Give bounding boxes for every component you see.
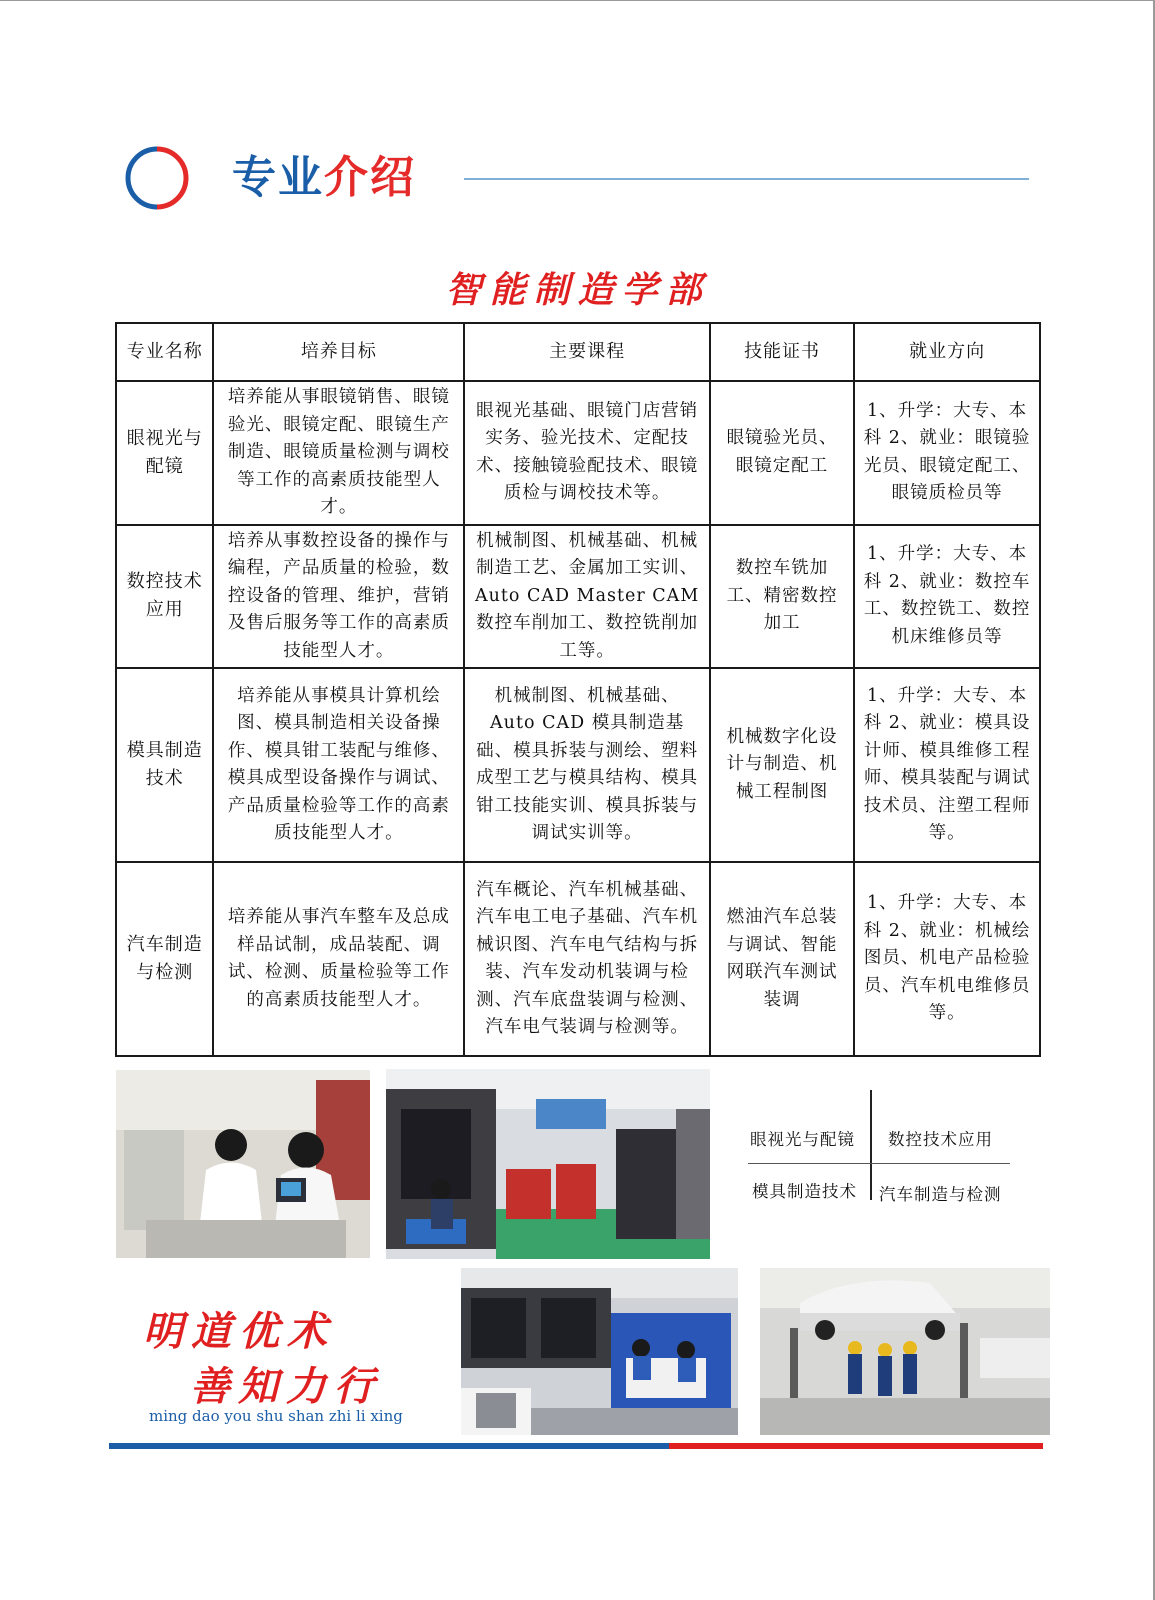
footer-bar-blue [109, 1443, 669, 1449]
circle-ring-icon [124, 145, 190, 211]
cell-goal: 培养能从事眼镜销售、眼镜验光、眼镜定配、眼镜生产制造、眼镜质量检测与调校等工作的高素质技能型人才。 [213, 381, 464, 525]
table-header-row [116, 323, 1040, 381]
cell-major-name: 眼视光与配镜 [116, 381, 213, 525]
legend-top-right: 数控技术应用 [888, 1130, 993, 1149]
cell-major-name: 数控技术应用 [116, 525, 213, 669]
page-top-border [0, 0, 1155, 1]
section-title [232, 148, 416, 208]
header-courses: 主要课程 [464, 323, 710, 381]
cell-certificate: 眼镜验光员、眼镜定配工 [710, 381, 854, 525]
legend-horizontal-divider [748, 1163, 1010, 1164]
cell-certificate: 燃油汽车总装与调试、智能网联汽车测试装调 [710, 862, 854, 1056]
legend-top-left: 眼视光与配镜 [750, 1130, 855, 1149]
cell-courses: 汽车概论、汽车机械基础、汽车电工电子基础、汽车机械识图、汽车电气结构与拆装、汽车发动机装调与检测、汽车底盘装调与检测、汽车电气装调与检测等。 [464, 862, 710, 1056]
header-certificate: 技能证书 [710, 323, 854, 381]
cell-goal: 培养从事数控设备的操作与编程，产品质量的检验，数控设备的管理、维护，营销及售后服务等工作的高素质技能型人才。 [213, 525, 464, 669]
header-goal: 培养目标 [213, 323, 464, 381]
cell-goal: 培养能从事模具计算机绘图、模具制造相关设备操作、模具钳工装配与维修、模具成型设备操作与调试、产品质量检验等工作的高素质技能型人才。 [213, 668, 464, 862]
motto-line1: 明道优术 [143, 1308, 335, 1355]
table-row [116, 862, 1040, 1056]
department-title: 智能制造学部 [445, 269, 710, 311]
section-title-part1: 专业 [232, 152, 324, 203]
cell-courses: 机械制图、机械基础、Auto CAD 模具制造基础、模具拆装与测绘、塑料成型工艺与模具结构、模具钳工技能实训、模具拆装与调试实训等。 [464, 668, 710, 862]
photo-automotive-workshop [760, 1268, 1050, 1435]
title-rule [464, 178, 1029, 180]
section-title-part2: 介绍 [324, 152, 416, 203]
cell-major-name: 模具制造技术 [116, 668, 213, 862]
photo-mold-workshop [461, 1268, 738, 1435]
legend-bottom-right: 汽车制造与检测 [879, 1185, 1002, 1204]
cell-goal: 培养能从事汽车整车及总成样品试制，成品装配、调试、检测、质量检验等工作的高素质技能型人才。 [213, 862, 464, 1056]
cell-major-name: 汽车制造与检测 [116, 862, 213, 1056]
table-row [116, 668, 1040, 862]
motto-line2: 善知力行 [190, 1363, 382, 1410]
table-row [116, 381, 1040, 525]
cell-career: 1、升学：大专、本科 2、就业：眼镜验光员、眼镜定配工、眼镜质检员等 [854, 381, 1040, 525]
header-career: 就业方向 [854, 323, 1040, 381]
cell-career: 1、升学：大专、本科 2、就业：数控车工、数控铣工、数控机床维修员等 [854, 525, 1040, 669]
legend-bottom-left: 模具制造技术 [752, 1182, 857, 1201]
cell-career: 1、升学：大专、本科 2、就业：模具设计师、模具维修工程师、模具装配与调试技术员、注塑工程师等。 [854, 668, 1040, 862]
photo-optometry-lab [116, 1070, 370, 1258]
cell-certificate: 数控车铣加工、精密数控加工 [710, 525, 854, 669]
majors-table [115, 322, 1041, 1057]
motto-pinyin: ming dao you shu shan zhi li xing [149, 1407, 403, 1425]
cell-courses: 眼视光基础、眼镜门店营销实务、验光技术、定配技术、接触镜验配技术、眼镜质检与调校技术等。 [464, 381, 710, 525]
legend-vertical-divider [870, 1090, 872, 1200]
photo-legend [748, 1090, 1033, 1204]
table-row [116, 525, 1040, 669]
cell-certificate: 机械数字化设计与制造、机械工程制图 [710, 668, 854, 862]
header-name: 专业名称 [116, 323, 213, 381]
footer-bar-red [669, 1443, 1043, 1449]
cell-courses: 机械制图、机械基础、机械制造工艺、金属加工实训、Auto CAD Master CAM 数控车削加工、数控铣削加工等。 [464, 525, 710, 669]
cell-career: 1、升学：大专、本科 2、就业：机械绘图员、机电产品检验员、汽车机电维修员等。 [854, 862, 1040, 1056]
photo-cnc-workshop [386, 1069, 710, 1259]
